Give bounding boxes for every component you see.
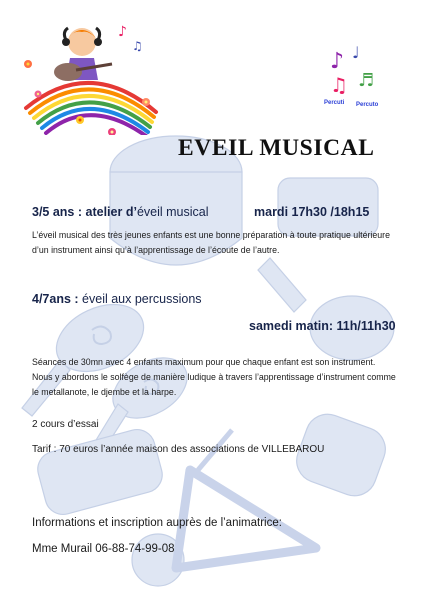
section2-age: 4/7ans :	[32, 292, 79, 306]
section2-heading	[32, 292, 202, 306]
trial-text: 2 cours d’essai	[32, 419, 99, 430]
section1-schedule: mardi 17h30 /18h15	[254, 205, 370, 219]
music-notes-icon	[324, 40, 386, 112]
svg-text:♫: ♫	[132, 39, 143, 53]
section1-age: 3/5 ans :	[32, 205, 83, 219]
svg-text:♪: ♪	[330, 49, 345, 74]
logo-caption-percuti: Percuti	[324, 100, 345, 106]
svg-text:♫: ♫	[330, 73, 348, 97]
svg-text:♪: ♪	[118, 24, 127, 40]
tarif-text: Tarif : 70 euros l’année maison des associations de VILLEBAROU	[32, 444, 325, 455]
child-playing-guitar-on-rainbow-icon	[20, 20, 160, 135]
section1-atelier: atelier d’	[85, 205, 137, 219]
svg-text:♬: ♬	[358, 70, 375, 91]
clave-shape	[34, 426, 166, 519]
section2-description: Séances de 30mn avec 4 enfants maximum pour que chaque enfant est son instrument. Nous y abordons le solfège de manière ludique à travers l’apprentissage d’instrument comme le metallanote, le djembe et la harpe.	[32, 357, 396, 397]
contact-text: Mme Murail 06-88-74-99-08	[32, 543, 175, 555]
section1-description: L’éveil musical des très jeunes enfants est une bonne préparation à toute pratique ultérieure d’un instrument ainsi qu’à l’apprentissage de l’écoute de l’autre.	[32, 230, 390, 255]
section2-schedule: samedi matin: 11h/11h30	[249, 319, 396, 333]
page-title: EVEIL MUSICAL	[178, 135, 375, 161]
logo-caption-percuto: Percuto	[356, 102, 379, 108]
section1-heading	[32, 205, 209, 219]
section2-activity: éveil aux percussions	[82, 292, 202, 306]
svg-text:♩: ♩	[352, 43, 360, 62]
section1-activity: éveil musical	[136, 205, 209, 219]
shaker-handle	[258, 258, 306, 312]
info-text: Informations et inscription auprès de l’animatrice:	[32, 517, 282, 529]
finger-cymbals-shape	[291, 408, 392, 502]
music-notes-drawing	[324, 40, 386, 100]
